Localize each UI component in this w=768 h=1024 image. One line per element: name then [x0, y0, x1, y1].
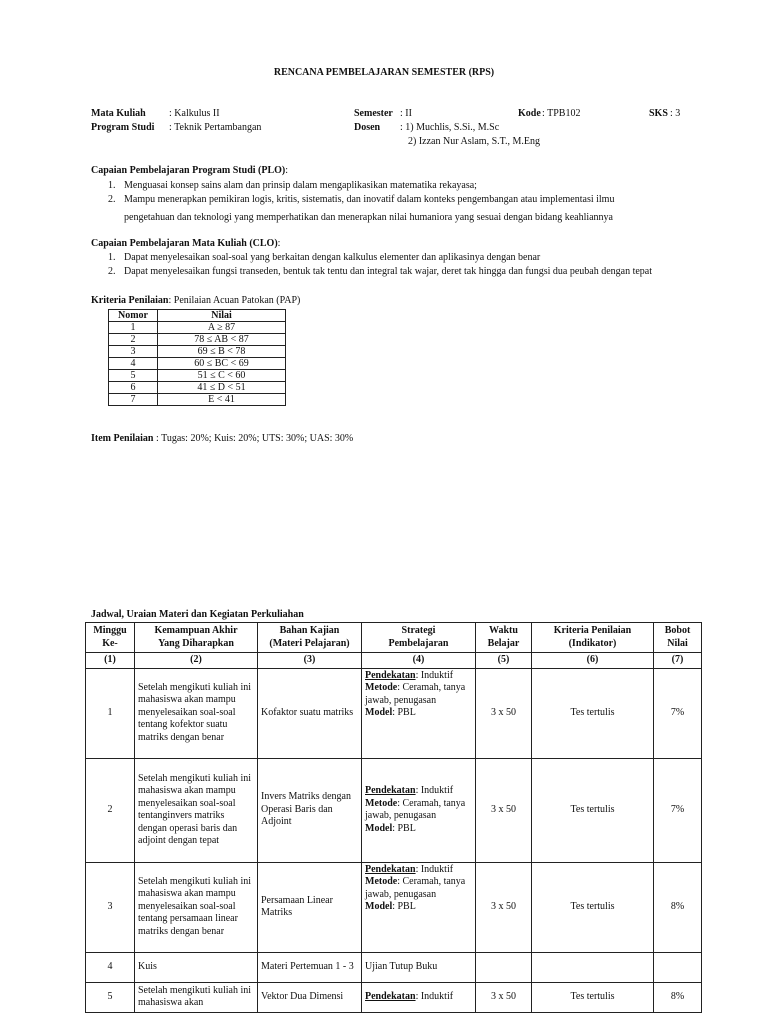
- plo-list: [108, 180, 728, 224]
- table-row: 5 Setelah mengikuti kuliah ini mahasiswa akan Vektor Dua Dimensi Pendekatan: Induktif 3 x 50 Tes tertulis 8%: [86, 982, 702, 1012]
- header-strategi: Strategi Pembelajaran: [362, 623, 476, 653]
- kriteria-heading: Kriteria Penilaian: Penilaian Acuan Patokan (PAP): [91, 295, 301, 306]
- table-row: 2 78 ≤ AB < 87: [109, 334, 286, 346]
- list-item: 2. Mampu menerapkan pemikiran logis, kritis, sistematis, dan inovatif dalam konteks pengembangan atau implementasi ilmu pengetahuan dan teknologi yang memperhatikan dan menerapkan nilai humaniora yang sesuai dengan bidang keahliannya: [108, 194, 615, 223]
- grade-table: [108, 309, 286, 406]
- sks-value: : 3: [670, 108, 681, 119]
- clo-list: [108, 252, 748, 278]
- dosen-1: : 1) Muchlis, S.Si., M.Sc: [400, 122, 500, 133]
- table-row: 3 69 ≤ B < 78: [109, 346, 286, 358]
- jadwal-heading: Jadwal, Uraian Materi dan Kegiatan Perkuliahan: [91, 609, 304, 620]
- header-bahan: Bahan Kajian (Materi Pelajaran): [258, 623, 362, 653]
- list-item: 1. Menguasai konsep sains alam dan prinsip dalam mengaplikasikan matematika rekayasa;: [108, 180, 477, 191]
- header-minggu: Minggu Ke-: [86, 623, 135, 653]
- program-studi-label: Program Studi: [91, 122, 155, 133]
- table-row: 4 Kuis Materi Pertemuan 1 - 3 Ujian Tutup Buku: [86, 952, 702, 982]
- mata-kuliah-value: : Kalkulus II: [169, 108, 220, 119]
- program-studi-value: : Teknik Pertambangan: [169, 122, 262, 133]
- header-kemampuan: Kemampuan Akhir Yang Diharapkan: [135, 623, 258, 653]
- schedule-number-row: (1) (2) (3) (4) (5) (6) (7): [86, 653, 702, 669]
- table-row: 2 Setelah mengikuti kuliah ini mahasiswa akan mampu menyelesaikan soal-soal tentanginvers matriks dengan operasi baris dan adjoint dengan tepat Invers Matriks dengan Operasi Baris dan Adjoint Pendekatan: Induktif Metode: Ceramah, tanya jawab, penugasan Model: PBL 3 x 50 Tes tertulis 7%: [86, 758, 702, 862]
- table-row: 6 41 ≤ D < 51: [109, 382, 286, 394]
- table-row: 7 E < 41: [109, 394, 286, 406]
- kode-value: : TPB102: [542, 108, 581, 119]
- strategi-cell: Pendekatan: Induktif Metode: Ceramah, tanya jawab, penugasan Model: PBL: [362, 668, 476, 758]
- strategi-cell: Pendekatan: Induktif Metode: Ceramah, tanya jawab, penugasan Model: PBL: [362, 758, 476, 862]
- grade-header-nomor: Nomor: [109, 310, 158, 322]
- header-kriteria: Kriteria Penilaian (Indikator): [532, 623, 654, 653]
- item-penilaian: Item Penilaian : Tugas: 20%; Kuis: 20%; UTS: 30%; UAS: 30%: [91, 433, 354, 444]
- plo-heading: Capaian Pembelajaran Program Studi (PLO):: [91, 165, 289, 176]
- semester-label: Semester: [354, 108, 393, 119]
- schedule-table: [85, 622, 702, 1013]
- header-waktu: Waktu Belajar: [476, 623, 532, 653]
- table-row: 4 60 ≤ BC < 69: [109, 358, 286, 370]
- page-title: RENCANA PEMBELAJARAN SEMESTER (RPS): [273, 67, 495, 78]
- schedule-header-row: [86, 623, 702, 653]
- grade-header-nilai: Nilai: [158, 310, 286, 322]
- kode-label: Kode: [518, 108, 541, 119]
- table-row: 5 51 ≤ C < 60: [109, 370, 286, 382]
- table-row: 1 A ≥ 87: [109, 322, 286, 334]
- clo-heading: Capaian Pembelajaran Mata Kuliah (CLO):: [91, 238, 281, 249]
- sks-label: SKS: [649, 108, 668, 119]
- table-row: 3 Setelah mengikuti kuliah ini mahasiswa akan mampu menyelesaikan soal-soal tentang persamaan linear matriks dengan benar Persamaan Linear Matriks Pendekatan: Induktif Metode: Ceramah, tanya jawab, penugasan Model: PBL 3 x 50 Tes tertulis 8%: [86, 862, 702, 952]
- table-row: 1 Setelah mengikuti kuliah ini mahasiswa akan mampu menyelesaikan soal-soal tentang kofektor suatu matriks dengan benar Kofaktor suatu matriks Pendekatan: Induktif Metode: Ceramah, tanya jawab, penugasan Model: PBL 3 x 50 Tes tertulis 7%: [86, 668, 702, 758]
- dosen-label: Dosen: [354, 122, 381, 133]
- strategi-cell: Pendekatan: Induktif: [362, 982, 476, 1012]
- semester-value: : II: [400, 108, 412, 119]
- header-bobot: Bobot Nilai: [654, 623, 702, 653]
- mata-kuliah-label: Mata Kuliah: [91, 108, 146, 119]
- list-item: 2. Dapat menyelesaikan fungsi transeden, bentuk tak tentu dan integral tak wajar, deret tak hingga dan fungsi dua peubah dengan tepat: [108, 266, 653, 277]
- list-item: 1. Dapat menyelesaikan soal-soal yang berkaitan dengan kalkulus elementer dan aplikasinya dengan benar: [108, 252, 541, 263]
- dosen-2: 2) Izzan Nur Aslam, S.T., M.Eng: [408, 136, 541, 147]
- strategi-cell: Pendekatan: Induktif Metode: Ceramah, tanya jawab, penugasan Model: PBL: [362, 862, 476, 952]
